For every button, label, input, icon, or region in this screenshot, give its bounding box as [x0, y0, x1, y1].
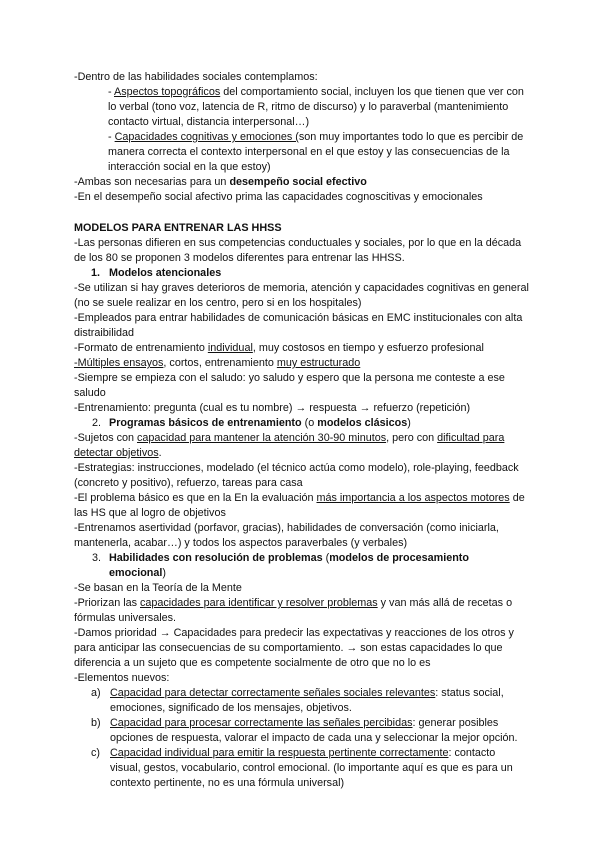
text: -Las personas difieren en sus competencias conductuales y sociales, por lo que en la década de los 80 se proponen 3 modelos diferentes para entrenar las HHSS.: [74, 237, 522, 264]
text: -Elementos nuevos:: [74, 672, 170, 684]
text: .: [158, 447, 162, 459]
text: -Estrategias: instrucciones, modelado (el técnico actúa como modelo), role-playing, feedback (concreto y positivo), refuerzo, tareas para casa: [74, 462, 519, 489]
element-item: [110, 686, 526, 716]
element-item: [110, 716, 526, 746]
list-item: [74, 521, 534, 551]
bold-term: Habilidades con resolución de problemas: [109, 552, 323, 564]
underlined-term: Capacidad para detectar correctamente señales sociales relevantes: [110, 687, 436, 699]
element-item: [110, 746, 526, 791]
desempeno-line: [74, 190, 534, 205]
list-letter: b): [91, 717, 101, 729]
underlined-term: muy estructurado: [276, 357, 361, 369]
list-letter: a): [91, 687, 101, 699]
bold-term: Programas básicos de entrenamiento: [109, 417, 302, 429]
list-item: [74, 341, 534, 356]
list-letter: c): [91, 747, 100, 759]
text: , pero con: [386, 432, 438, 444]
list-number: 2.: [92, 417, 102, 429]
model-title: [109, 416, 529, 431]
list-item: [74, 461, 534, 491]
list-item: [74, 671, 534, 686]
underlined-term: individual: [207, 342, 253, 354]
text: : contacto visual, gestos, vocabulario, control emocional. (lo importante aquí es que es para un contexto pertinente, no es una fórmula universal): [110, 747, 513, 789]
text: -En el desempeño social afectivo prima las capacidades cognoscitivas y emocionales: [74, 191, 483, 203]
text: -Entrenamos asertividad (porfavor, gracias), habilidades de conversación (como iniciarla, mantenerla, acabar…) y todos los aspectos paraverbales (y verbales): [74, 522, 499, 549]
list-item: [74, 491, 534, 521]
list-item: [74, 401, 534, 416]
bullet-topograficos: - Aspectos topográficos del comportamiento social, incluyen los que tienen que ver con lo verbal (tono voz, latencia de R, ritmo de discurso) y lo paraverbal (mantenimiento contacto virtual, distancia interpersonal…): [108, 86, 524, 128]
list-item: [74, 281, 534, 311]
bullet-capacidades: - Capacidades cognitivas y emociones (son muy importantes todo lo que es percibir de manera correcta el contexto interpersonal en el que estoy y las consecuencias de la interacción social en la que estoy): [108, 131, 524, 173]
text: son muy importantes todo lo que es percibir de manera correcta el contexto interpersonal en el que estoy y las consecuencias de la interacción social en la que estoy): [108, 131, 524, 173]
underlined-term: capacidades para identificar y resolver problemas: [140, 597, 378, 609]
text: (o: [301, 417, 318, 429]
text: -Sujetos con: [74, 432, 138, 444]
list-item: [74, 356, 534, 371]
text: y van más allá de recetas o fórmulas universales.: [74, 597, 513, 624]
text: , muy costosos en tiempo y esfuerzo profesional: [252, 342, 484, 354]
model-title: [109, 551, 469, 581]
underlined-term: Capacidad para procesar correctamente las señales percibidas: [110, 717, 413, 729]
section-heading: MODELOS PARA ENTRENAR LAS HHSS: [74, 222, 282, 234]
list-number: 1.: [91, 267, 101, 279]
text: -Priorizan las: [74, 597, 140, 609]
list-item: [74, 626, 534, 671]
text: -Damos prioridad → Capacidades para predecir las expectativas y reacciones de los otros y para anticipar las consecuencias de su comportamiento. → son estas capacidades lo que diferencia a un sujeto que es competente socialmente de otro que no lo es: [74, 627, 514, 669]
para-diferencias: [74, 236, 534, 266]
underlined-term: Capacidad individual para emitir la respuesta pertinente correctamente: [110, 747, 449, 759]
underlined-term: capacidad para mantener la atención 30-90 minutos: [137, 432, 387, 444]
underlined-term: Capacidades cognitivas y emociones (: [114, 131, 299, 143]
text: del comportamiento social, incluyen los que tienen que ver con lo verbal (tono voz, latencia de R, ritmo de discurso) y lo paraverbal (mantenimiento contacto virtual, distancia interpersonal…): [108, 86, 524, 128]
model-title: Modelos atencionales: [109, 267, 222, 279]
intro-line: [74, 70, 534, 85]
text: : generar posibles opciones de respuesta, valorar el impacto de cada una y seleccionar la mejor opción.: [110, 717, 518, 744]
underlined-term: Aspectos topográficos: [114, 86, 221, 98]
text: -Dentro de las habilidades sociales contemplamos:: [74, 71, 318, 83]
underlined-term: más importancia a los aspectos motores: [316, 492, 510, 504]
text: -Se basan en la Teoría de la Mente: [74, 582, 242, 594]
text: -Empleados para entrar habilidades de comunicación básicas en EMC institucionales con alta distraibilidad: [74, 312, 523, 339]
text: -Se utilizan si hay graves deterioros de memoria, atención y capacidades cognitivas en general (no se suele realizar en los centro, pero si en los hospitales): [74, 282, 529, 309]
text: : status social, emociones, significado de los mensajes, objetivos.: [110, 687, 504, 714]
text: , cortos, entrenamiento: [163, 357, 277, 369]
list-item: [74, 581, 534, 596]
bold-term: desempeño social efectivo: [229, 176, 367, 188]
list-item: [74, 431, 534, 461]
list-item: [74, 311, 534, 341]
underlined-term: -Múltiples ensayos: [74, 357, 164, 369]
list-item: [74, 596, 534, 626]
underlined-term: dificultad para detectar objetivos: [74, 432, 505, 459]
text: de las HS que al logro de objetivos: [74, 492, 525, 519]
text: -Ambas son necesarias para un: [74, 176, 230, 188]
text: ): [162, 567, 167, 579]
text: ): [407, 417, 411, 429]
text: -Entrenamiento: pregunta (cual es tu nombre) → respuesta → refuerzo (repetición): [74, 402, 471, 414]
text: (: [322, 552, 330, 564]
text: -Formato de entrenamiento: [74, 342, 208, 354]
list-number: 3.: [92, 552, 102, 564]
bold-term: modelos clásicos: [317, 417, 408, 429]
text: -El problema básico es que en la En la evaluación: [74, 492, 317, 504]
ambas-line: [74, 175, 534, 190]
text: -Siempre se empieza con el saludo: yo saludo y espero que la persona me conteste a ese saludo: [74, 372, 505, 399]
bold-term: modelos de procesamiento emocional: [109, 552, 469, 579]
list-item: [74, 371, 534, 401]
